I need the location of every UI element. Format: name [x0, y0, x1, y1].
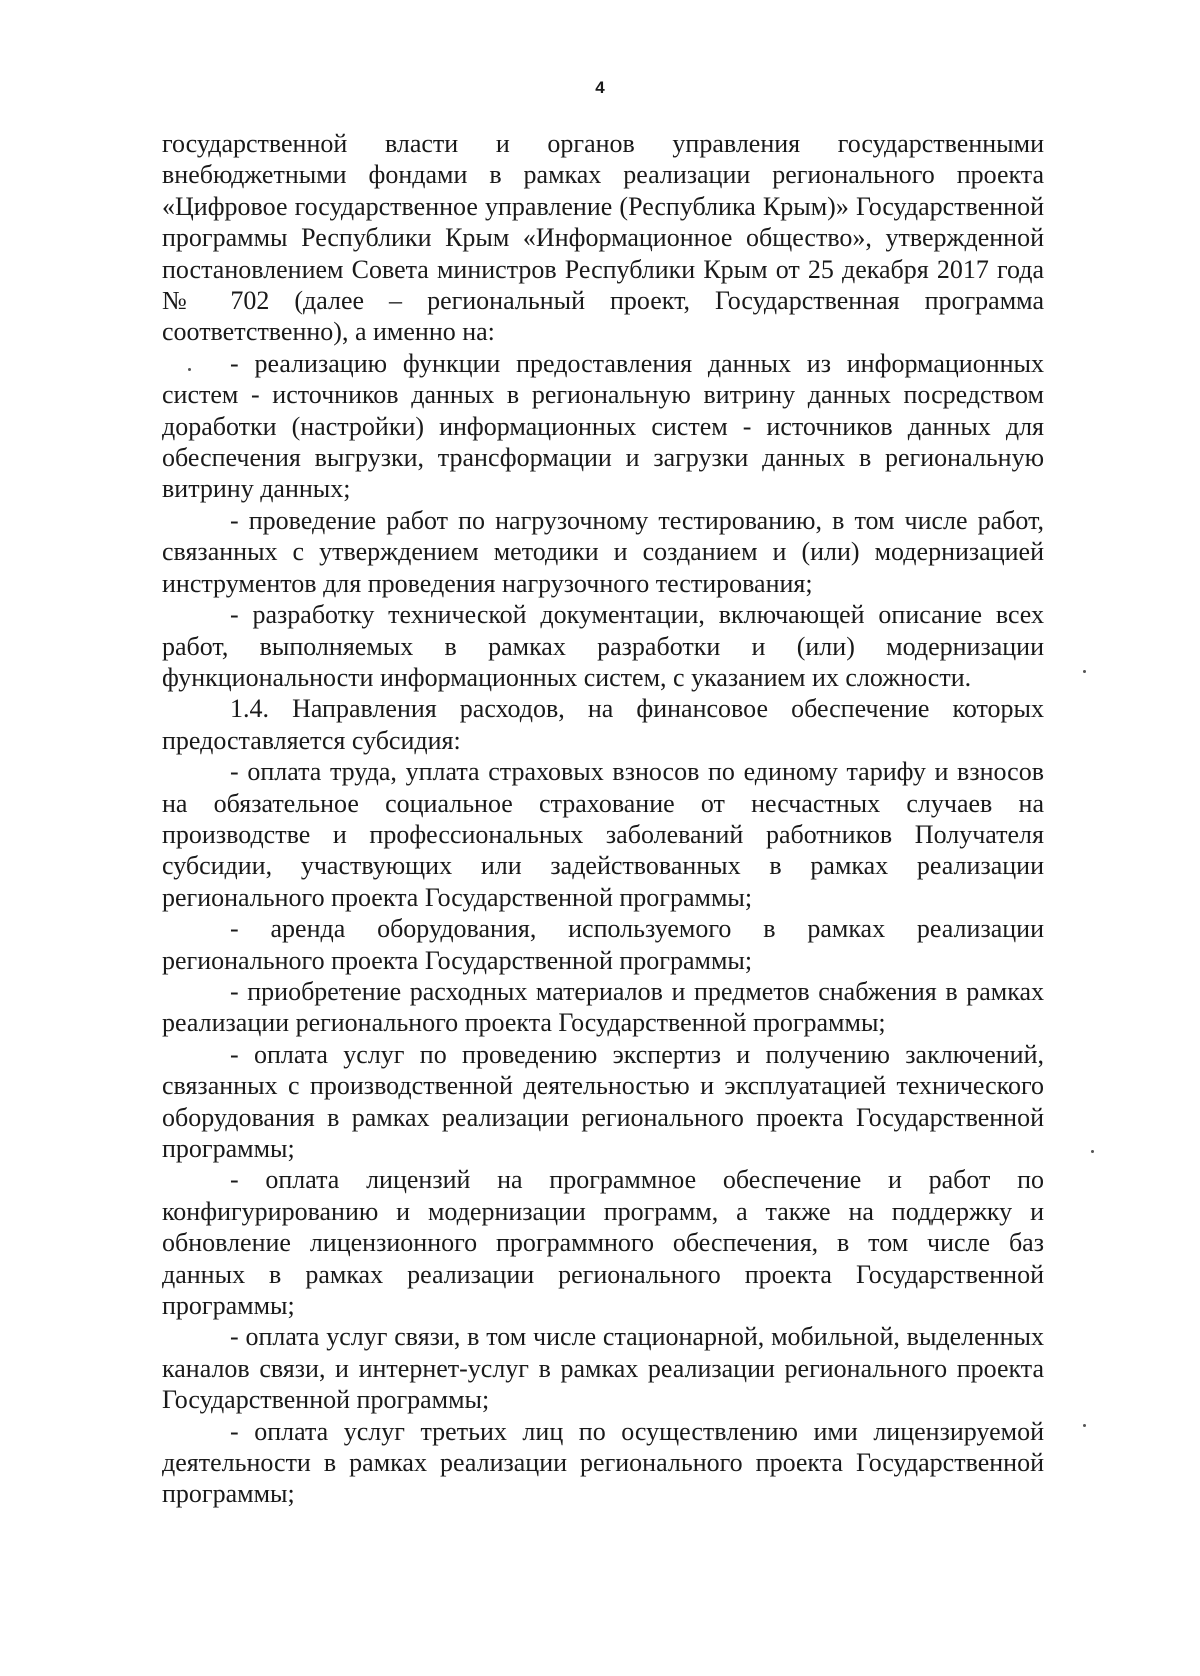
- list-item-technical-docs: - разработку технической документации, включающей описание всех работ, выполняемых в рамках разработки и (или) модернизации функциональности информационных систем, с указанием их сложности.: [162, 600, 1044, 692]
- section-1-4-heading: 1.4. Направления расходов, на финансовое обеспечение которых предоставляется субсидия:: [162, 694, 1044, 755]
- list-item-equipment-rent: - аренда оборудования, используемого в рамках реализации регионального проекта Государственной программы;: [162, 914, 1044, 975]
- list-item-labor-payment: - оплата труда, уплата страховых взносов по единому тарифу и взносов на обязательное социальное страхование от несчастных случаев на производстве и профессиональных заболеваний работников Получателя субсидии, участвующих или задействованных в рамках реализации регионального проекта Государственной программы;: [162, 757, 1044, 912]
- paragraph-intro: государственной власти и органов управления государственными внебюджетными фондами в рамках реализации регионального проекта «Цифровое государственное управление (Республика Крым)» Государственной программы Республики Крым «Информационное общество», утвержденной постановлением Совета министров Республики Крым от 25 декабря 2017 года № 702 (далее – региональный проект, Государственная программа соответственно), а именно на:: [162, 129, 1044, 347]
- scan-speck: [1083, 670, 1086, 673]
- list-item-communication: - оплата услуг связи, в том числе стационарной, мобильной, выделенных каналов связи, и интернет-услуг в рамках реализации регионального проекта Государственной программы;: [162, 1322, 1044, 1415]
- scan-speck: [1091, 1150, 1094, 1153]
- scan-speck: [188, 368, 191, 371]
- list-item-load-testing: - проведение работ по нагрузочному тестированию, в том числе работ, связанных с утверждением методики и созданием и (или) модернизацией инструментов для проведения нагрузочного тестирования;: [162, 505, 1044, 598]
- list-item-third-party: - оплата услуг третьих лиц по осуществлению ими лицензируемой деятельности в рамках реализации регионального проекта Государственной программы;: [162, 1416, 1044, 1509]
- scan-speck: [1083, 1424, 1086, 1427]
- page-number: 4: [595, 78, 605, 97]
- document-body: [162, 128, 1044, 1510]
- list-item-software-licenses: - оплата лицензий на программное обеспечение и работ по конфигурированию и модернизации программ, а также на поддержку и обновление лицензионного программного обеспечения, в том числе баз данных в рамках реализации регионального проекта Государственной программы;: [162, 1165, 1044, 1321]
- list-item-consumables: - приобретение расходных материалов и предметов снабжения в рамках реализации регионального проекта Государственной программы;: [162, 976, 1044, 1038]
- list-item-expertise: - оплата услуг по проведению экспертиз и получению заключений, связанных с производственной деятельностью и эксплуатацией технического оборудования в рамках реализации регионального проекта Государственной программы;: [162, 1039, 1044, 1163]
- list-item-data-showcase: - реализацию функции предоставления данных из информационных систем - источников данных в региональную витрину данных посредством доработки (настройки) информационных систем - источников данных для обеспечения выгрузки, трансформации и загрузки данных в региональную витрину данных;: [162, 348, 1044, 504]
